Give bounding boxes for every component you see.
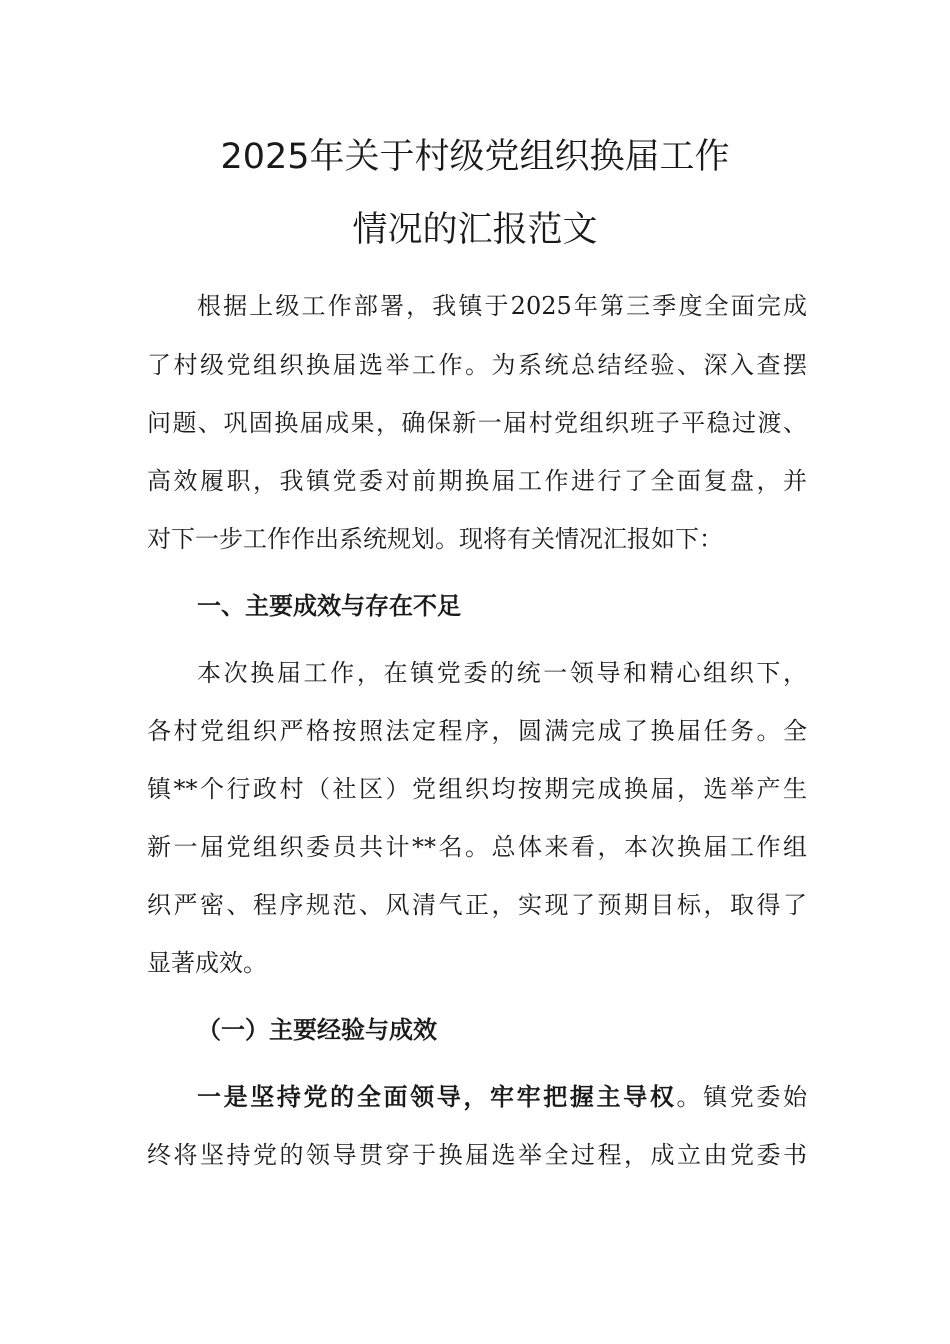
section-paragraph-line: 织严密、程序规范、风清气正，实现了预期目标，取得了	[147, 891, 807, 919]
intro-paragraph-line: 根据上级工作部署，我镇于2025年第三季度全面完成	[197, 292, 807, 320]
intro-paragraph-line: 高效履职，我镇党委对前期换届工作进行了全面复盘，并	[147, 467, 807, 495]
point-lead-bold: 一是坚持党的全面领导，牢牢把握主导权	[197, 1082, 677, 1111]
point-paragraph-line: 终将坚持党的领导贯穿于换届选举全过程，成立由党委书	[147, 1141, 807, 1169]
section-paragraph-line: 本次换届工作，在镇党委的统一领导和精心组织下，	[197, 659, 807, 687]
intro-paragraph-line: 对下一步工作作出系统规划。现将有关情况汇报如下：	[147, 525, 723, 553]
section-paragraph-line: 各村党组织严格按照法定程序，圆满完成了换届任务。全	[147, 717, 807, 745]
section-paragraph-line: 显著成效。	[147, 949, 267, 977]
point-paragraph-line	[197, 1082, 807, 1112]
intro-paragraph-line: 问题、巩固换届成果，确保新一届村党组织班子平稳过渡、	[147, 409, 807, 437]
section-paragraph-line: 新一届党组织委员共计**名。总体来看，本次换届工作组	[147, 833, 807, 861]
section-paragraph-line: 镇**个行政村（社区）党组织均按期完成换届，选举产生	[147, 775, 807, 803]
subsection-heading: （一）主要经验与成效	[197, 1015, 437, 1044]
point-lead-rest: 。镇党委始	[676, 1083, 807, 1111]
intro-paragraph-line: 了村级党组织换届选举工作。为系统总结经验、深入查摆	[147, 351, 807, 379]
document-title-line-2: 情况的汇报范文	[352, 210, 598, 250]
document-title-line-1: 2025年关于村级党组织换届工作	[220, 137, 730, 177]
section-heading: 一、主要成效与存在不足	[197, 591, 461, 620]
